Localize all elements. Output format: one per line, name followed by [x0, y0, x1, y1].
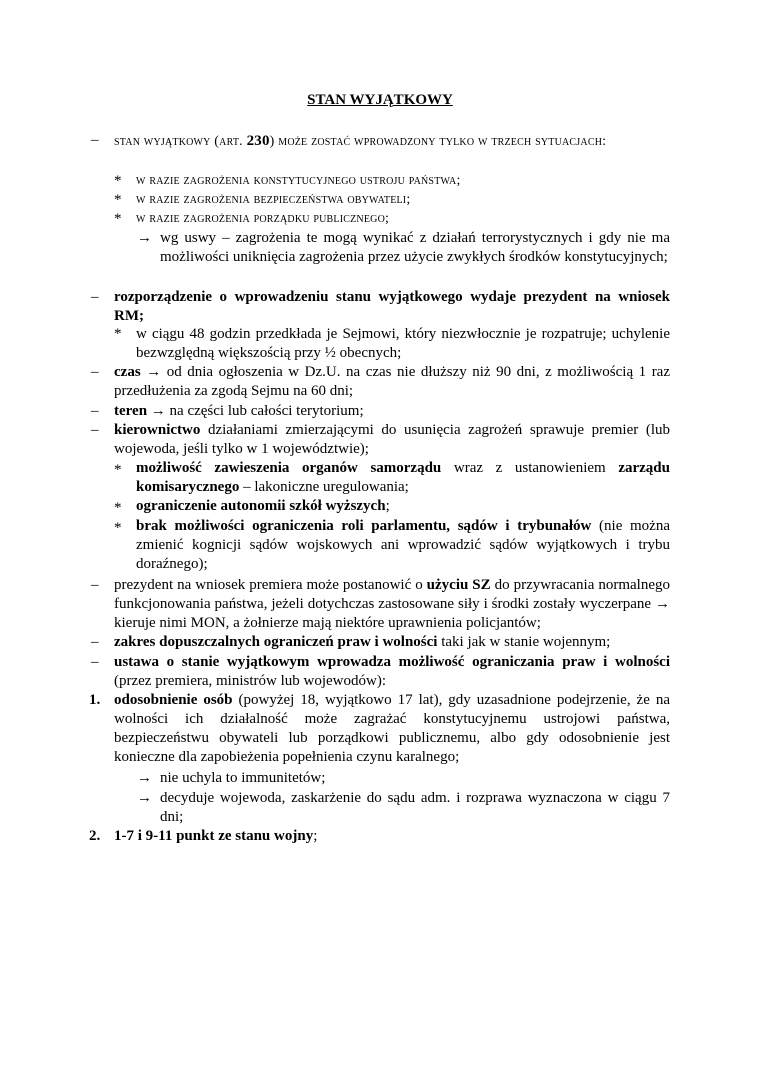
management-text: kierownictwo działaniami zmierzającymi do usunięcia zagrożeń sprawuje premier (lub wojewoda, jeśli tylko w 1 województwie); — [114, 422, 670, 457]
isolation-note-2: decyduje wojewoda, zaskarżenie do sądu adm. i rozprawa wyznaczona w ciągu 7 dni; — [160, 790, 670, 825]
star-bullet: * — [114, 192, 122, 208]
dash-bullet: – — [91, 364, 99, 380]
territory-text: teren → na części lub całości terytorium; — [114, 403, 364, 419]
situation-1: w razie zagrożenia konstytucyjnego ustroju państwa; — [136, 173, 461, 188]
dash-bullet: – — [91, 289, 99, 305]
number-marker: 1. — [89, 692, 101, 708]
threat-note: wg uswy – zagrożenia te mogą wynikać z działań terrorystycznych i gdy nie ma możliwości uniknięcia zagrożenia przez użycie zwykłych środków konstytucyjnych; — [160, 230, 670, 265]
star-bullet: * — [114, 500, 122, 516]
star-bullet: * — [114, 211, 122, 227]
star-bullet: * — [114, 173, 122, 189]
situation-2: w razie zagrożenia bezpieczeństwa obywateli; — [136, 192, 411, 207]
regulation-detail: w ciągu 48 godzin przedkłada je Sejmowi, który niezwłocznie je rozpatruje; uchylenie bezwzględną większością przy ½ obecnych; — [136, 326, 670, 361]
isolation-note-1: nie uchyla to immunitetów; — [160, 770, 326, 786]
star-bullet: * — [114, 326, 122, 342]
management-item-3: brak możliwości ograniczenia roli parlamentu, sądów i trybunałów (nie można zmienić kognicji sądów wojskowych ani wprowadzić sądów wyjątkowych i trybu doraźnego); — [136, 518, 670, 572]
dash-bullet: – — [91, 634, 99, 650]
intro-text: stan wyjątkowy (art. 230) może zostać wprowadzony tylko w trzech sytuacjach: — [114, 133, 607, 149]
number-marker: 2. — [89, 828, 101, 844]
situation-3: w razie zagrożenia porządku publicznego; — [136, 211, 390, 226]
dash-bullet: – — [91, 654, 99, 670]
dash-bullet: – — [91, 577, 99, 593]
arrow-bullet: → — [137, 770, 152, 786]
management-item-1: możliwość zawieszenia organów samorządu wraz z ustanowieniem zarządu komisarycznego – lakoniczne uregulowania; — [136, 460, 670, 495]
duration-text: czas → od dnia ogłoszenia w Dz.U. na czas nie dłuższy niż 90 dni, z możliwością 1 raz przedłużenia za zgodą Sejmu na 60 dni; — [114, 364, 670, 399]
armed-forces-text: prezydent na wniosek premiera może postanowić o użyciu SZ do przywracania normalnego funkcjonowania państwa, jeżeli dotychczas zastosowane siły i środki zostały wyczerpane → kieruje nimi MON, a żołnierze mają niektóre uprawnienia policjantów; — [114, 577, 670, 631]
regulation-text: rozporządzenie o wprowadzeniu stanu wyjątkowego wydaje prezydent na wniosek RM; — [114, 289, 670, 324]
arrow-bullet: → — [137, 230, 152, 246]
dash-bullet: – — [91, 422, 99, 438]
dash-bullet: – — [91, 132, 99, 148]
war-points-text: 1-7 i 9-11 punkt ze stanu wojny; — [114, 828, 318, 844]
arrow-bullet: → — [137, 790, 152, 806]
isolation-text: odosobnienie osób (powyżej 18, wyjątkowo 17 lat), gdy uzasadnione podejrzenie, że na wolności ich działalność może zagrażać konstytucyjnemu ustrojowi państwa, bezpieczeństwu obywateli lub porządkowi publicznemu, albo gdy odosobnienie jest konieczne dla zapobieżenia popełnienia czynu karalnego; — [114, 692, 670, 765]
page-title: STAN WYJĄTKOWY — [307, 92, 453, 108]
dash-bullet: – — [91, 403, 99, 419]
star-bullet: * — [114, 462, 122, 478]
act-text: ustawa o stanie wyjątkowym wprowadza możliwość ograniczania praw i wolności (przez premiera, ministrów lub wojewodów): — [114, 654, 670, 689]
star-bullet: * — [114, 520, 122, 536]
limits-text: zakres dopuszczalnych ograniczeń praw i wolności taki jak w stanie wojennym; — [114, 634, 611, 650]
management-item-2: ograniczenie autonomii szkół wyższych; — [136, 498, 390, 514]
